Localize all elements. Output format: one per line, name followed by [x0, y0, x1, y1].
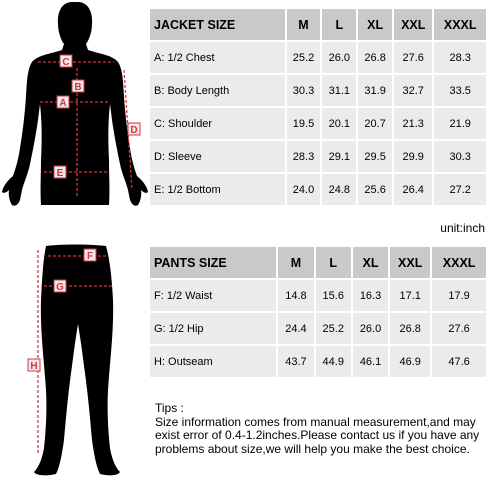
pants-header-xxl: XXL	[390, 247, 430, 278]
cell: 29.1	[322, 141, 356, 172]
row-label: F: 1/2 Waist	[150, 280, 276, 311]
cell: 25.6	[358, 174, 392, 205]
cell: 31.1	[322, 75, 356, 106]
row-label: G: 1/2 Hip	[150, 313, 276, 344]
cell: 20.7	[358, 108, 392, 139]
jacket-header-l: L	[322, 9, 356, 40]
pants-header-label: PANTS SIZE	[150, 247, 276, 278]
pants-row-hip	[150, 313, 486, 344]
marker-e: E	[56, 168, 64, 179]
unit-label: unit:inch	[440, 221, 485, 235]
pants-header-xxxl: XXXL	[432, 247, 486, 278]
jacket-header-row	[150, 9, 486, 40]
cell: 29.9	[394, 141, 432, 172]
cell: 24.0	[287, 174, 321, 205]
row-label: A: 1/2 Chest	[150, 42, 285, 73]
cell: 25.2	[287, 42, 321, 73]
jacket-size-table	[148, 7, 488, 207]
cell: 19.5	[287, 108, 321, 139]
jacket-header-xxl: XXL	[394, 9, 432, 40]
jacket-header-xl: XL	[358, 9, 392, 40]
cell: 33.5	[434, 75, 486, 106]
cell: 16.3	[353, 280, 388, 311]
cell: 31.9	[358, 75, 392, 106]
cell: 27.6	[432, 313, 486, 344]
cell: 14.8	[278, 280, 313, 311]
cell: 25.2	[316, 313, 351, 344]
jacket-row-shoulder	[150, 108, 486, 139]
cell: 26.8	[390, 313, 430, 344]
cell: 27.2	[434, 174, 486, 205]
marker-b: B	[74, 82, 82, 93]
jacket-row-chest	[150, 42, 486, 73]
pants-row-outseam	[150, 346, 486, 377]
cell: 27.6	[394, 42, 432, 73]
jacket-row-sleeve	[150, 141, 486, 172]
row-label: B: Body Length	[150, 75, 285, 106]
cell: 28.3	[287, 141, 321, 172]
cell: 21.9	[434, 108, 486, 139]
tips-block	[155, 402, 485, 456]
cell: 43.7	[278, 346, 313, 377]
marker-f: F	[86, 251, 94, 262]
cell: 30.3	[434, 141, 486, 172]
row-label: C: Shoulder	[150, 108, 285, 139]
jacket-figure	[0, 0, 150, 215]
cell: 30.3	[287, 75, 321, 106]
row-label: H: Outseam	[150, 346, 276, 377]
cell: 46.1	[353, 346, 388, 377]
cell: 28.3	[434, 42, 486, 73]
cell: 17.9	[432, 280, 486, 311]
cell: 26.8	[358, 42, 392, 73]
cell: 21.3	[394, 108, 432, 139]
pants-header-l: L	[316, 247, 351, 278]
marker-g: G	[56, 282, 64, 293]
jacket-row-bottom	[150, 174, 486, 205]
pants-figure	[0, 240, 150, 482]
row-label: E: 1/2 Bottom	[150, 174, 285, 205]
upper-body-silhouette	[2, 2, 148, 206]
cell: 15.6	[316, 280, 351, 311]
tips-text: Size information comes from manual measurement,and may exist error of 0.4-1.2inches.Please contact us if you have any problems about size,we will help you make the best choice.	[155, 414, 480, 456]
marker-d: D	[130, 125, 138, 136]
lower-body-silhouette	[34, 245, 120, 476]
cell: 47.6	[432, 346, 486, 377]
pants-header-row	[150, 247, 486, 278]
jacket-header-xxxl: XXXL	[434, 9, 486, 40]
cell: 32.7	[394, 75, 432, 106]
cell: 29.5	[358, 141, 392, 172]
cell: 24.8	[322, 174, 356, 205]
pants-row-waist	[150, 280, 486, 311]
marker-a: A	[59, 98, 67, 109]
marker-c: C	[62, 57, 70, 68]
cell: 26.4	[394, 174, 432, 205]
cell: 20.1	[322, 108, 356, 139]
cell: 46.9	[390, 346, 430, 377]
pants-size-table	[148, 245, 488, 379]
cell: 44.9	[316, 346, 351, 377]
cell: 26.0	[322, 42, 356, 73]
cell: 24.4	[278, 313, 313, 344]
jacket-row-body-length	[150, 75, 486, 106]
row-label: D: Sleeve	[150, 141, 285, 172]
pants-header-m: M	[278, 247, 313, 278]
cell: 17.1	[390, 280, 430, 311]
cell: 26.0	[353, 313, 388, 344]
pants-header-xl: XL	[353, 247, 388, 278]
jacket-header-label: JACKET SIZE	[150, 9, 285, 40]
marker-h: H	[30, 361, 38, 372]
jacket-header-m: M	[287, 9, 321, 40]
tips-title: Tips :	[155, 401, 184, 415]
